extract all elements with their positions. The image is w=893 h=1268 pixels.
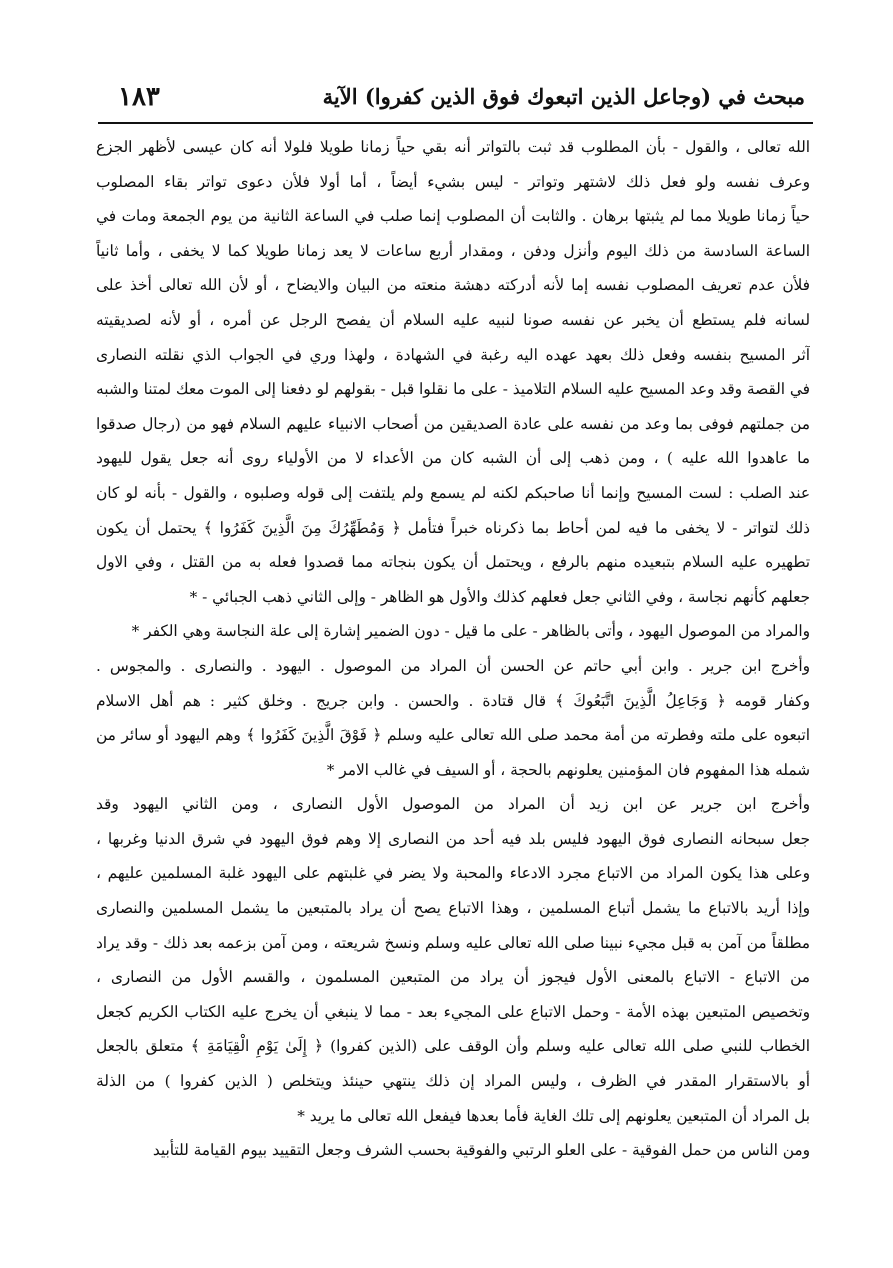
text-line: وأخرج ابن جرير . وابن أبي حاتم عن الحسن أن المراد من الموصول . اليهود . والنصارى . والمجوس . bbox=[96, 656, 810, 675]
text-line: بل المراد أن المتبعين يعلونهم إلى تلك الغاية فأما بعدها فيفعل الله تعالى ما يريد * bbox=[297, 1106, 810, 1125]
text-line: ما عاهدوا الله عليه ) ، ومن ذهب إلى أن الشبه كان من الأعداء لا من الأولياء روى أنه جعل يقول لليهود bbox=[96, 449, 810, 468]
text-line: الله تعالى ، والقول - بأن المطلوب قد ثبت بالتواتر أنه بقي حياً زمانا طويلا فلولا أنه كان عيسى لأظهر الجزع bbox=[96, 138, 810, 156]
text-line: شمله هذا المفهوم فان المؤمنين يعلونهم بالحجة ، أو السيف في غالب الامر * bbox=[326, 760, 810, 779]
text-line: وعرف نفسه ولو فعل ذلك لاشتهر وتواتر - ليس بشيء أيضاً ، أما أولا فلأن دعوى تواتر بقاء المصلوب bbox=[96, 172, 810, 191]
text-line: من الاتباع - الاتباع بالمعنى الأول فيجوز أن يراد من المتبعين المسلمون ، والقسم الأول من النصارى ، bbox=[96, 968, 810, 987]
text-line: وتخصيص المتبعين بهذه الأمة - وحمل الاتباع على المجيء بعد - مما لا ينبغي أن يخرج عليه الكتاب الكريم كجعل bbox=[96, 1002, 810, 1021]
text-line: جعلهم كأنهم نجاسة ، وفي الثاني جعل فعلهم كذلك والأول هو الظاهر - وإلى الثاني ذهب الجبائي - * bbox=[189, 587, 810, 606]
text-line: مطلقاً من آمن به قبل مجيء نبينا صلى الله تعالى عليه وسلم ونسخ شريعته ، ومن آمن بزعمه بعد ذلك - وقد يراد bbox=[96, 933, 810, 952]
body-text bbox=[96, 130, 810, 1168]
text-line: لسانه فلم يستطع أن يخبر عن نفسه صونا لنبيه عليه السلام أن يفصح الرجل عن أمره ، أو لأنه لصديقيته bbox=[96, 310, 810, 329]
text-line: أو بالاستقرار المقدر في الظرف ، وليس المراد إن ذلك ينتهي حينئذ ويتخلص ( الذين كفروا ) من الذلة bbox=[96, 1072, 810, 1091]
text-line: وعلى هذا يكون المراد من الاتباع مجرد الادعاء والمحبة ولا يضر في غلبتهم على اليهود غلبة المسلمين عليهم ، bbox=[96, 864, 810, 883]
text-line: اتبعوه على ملته وفطرته من أمة محمد صلى الله تعالى عليه وسلم ﴿ فَوْقَ الَّذِينَ كَفَرُوا ﴾ وهم اليهود أو سائر من bbox=[96, 726, 810, 745]
text-line: الساعة السادسة من ذلك اليوم وأنزل ودفن ، ومقدار أربع ساعات لا يعد زمانا طويلا كما لا يخفى ، وأما ثانياً bbox=[96, 241, 810, 260]
page-header bbox=[100, 82, 811, 122]
text-line: ومن الناس من حمل الفوقية - على العلو الرتبي والفوقية بحسب الشرف وجعل التقييد بيوم القيامة للتأبيد bbox=[152, 1141, 810, 1160]
text-line: في القصة وقد وعد المسيح عليه السلام التلاميذ - على ما نقلوا قبل - بقولهم لو دفعنا إلى الموت معك لمتنا والشبه bbox=[96, 380, 810, 399]
text-line: وكفار قومه ﴿ وَجَاعِلُ الَّذِينَ اتَّبَعُوكَ ﴾ قال قتادة . والحسن . وابن جريج . وخلق كثير : هم أهل الاسلام bbox=[96, 691, 810, 710]
text-line: آثر المسيح بنفسه وفعل ذلك بعهد عهده اليه رغبة في الشهادة ، ولهذا وري في الجواب الذي نقلته النصارى bbox=[96, 345, 810, 364]
text-line: وأخرج ابن جرير عن ابن زيد أن المراد من الموصول الأول النصارى ، ومن الثاني اليهود وقد bbox=[96, 795, 810, 814]
text-line: والمراد من الموصول اليهود ، وأتى بالظاهر - على ما قيل - دون الضمير إشارة إلى علة النجاسة وهي الكفر * bbox=[131, 622, 810, 641]
header-rule bbox=[98, 122, 813, 124]
text-line: فلأن عدم تعريف المصلوب نفسه إما لأنه أدركته دهشة منعته من البيان والايضاح ، أو لأن الله تعالى أخذ على bbox=[96, 276, 810, 295]
text-line: وإذا أريد بالاتباع ما يشمل أتباع المسلمين ، وهذا الاتباع يصح أن يراد بالمتبعين ما يشمل المسلمين والنصارى bbox=[96, 899, 810, 918]
text-line: ذلك لتواتر - لا يخفى ما فيه لمن أحاط بما ذكرناه خبراً فتأمل ﴿ وَمُطَهِّرُكَ مِنَ الَّذِينَ كَفَرُوا ﴾ يحتمل أن يكون bbox=[96, 518, 810, 537]
page-number: ١٨٣ bbox=[118, 82, 160, 112]
running-title: مبحث في (وجاعل الذين اتبعوك فوق الذين كفروا) الآية bbox=[322, 84, 805, 109]
text-line: حياً زمانا طويلا مما لم يثبتها برهان . والثابت أن المصلوب إنما صلب في الساعة الثانية من يوم الجمعة ومات في bbox=[96, 207, 810, 226]
text-line: جعل سبحانه النصارى فوق اليهود فليس بلد فيه أحد من النصارى إلا وهم فوق اليهود في شرق الدنيا وغربها ، bbox=[96, 829, 810, 848]
text-line: تطهيره عليه السلام بتبعيده منهم بالرفع ، ويحتمل أن يكون بنجاته مما قصدوا فعله به من القتل ، وفي الاول bbox=[96, 553, 810, 572]
text-line: من جملتهم فوفى بما وعد من نفسه على عادة الصديقين من أصحاب الانبياء عليهم السلام فهو من (رجال صدقوا bbox=[96, 414, 810, 433]
text-line: الخطاب للنبي صلى الله تعالى عليه وسلم وأن الوقف على (الذين كفروا) ﴿ إِلَىٰ يَوْمِ الْقِيَامَةِ ﴾ متعلق بالجعل bbox=[96, 1037, 810, 1056]
text-line: عند الصلب : لست المسيح وإنما أنا صاحبكم لكنه لم يسمع ولم يلتفت إلى قوله وصلبوه ، والقول - بأنه لو كان bbox=[96, 483, 810, 502]
